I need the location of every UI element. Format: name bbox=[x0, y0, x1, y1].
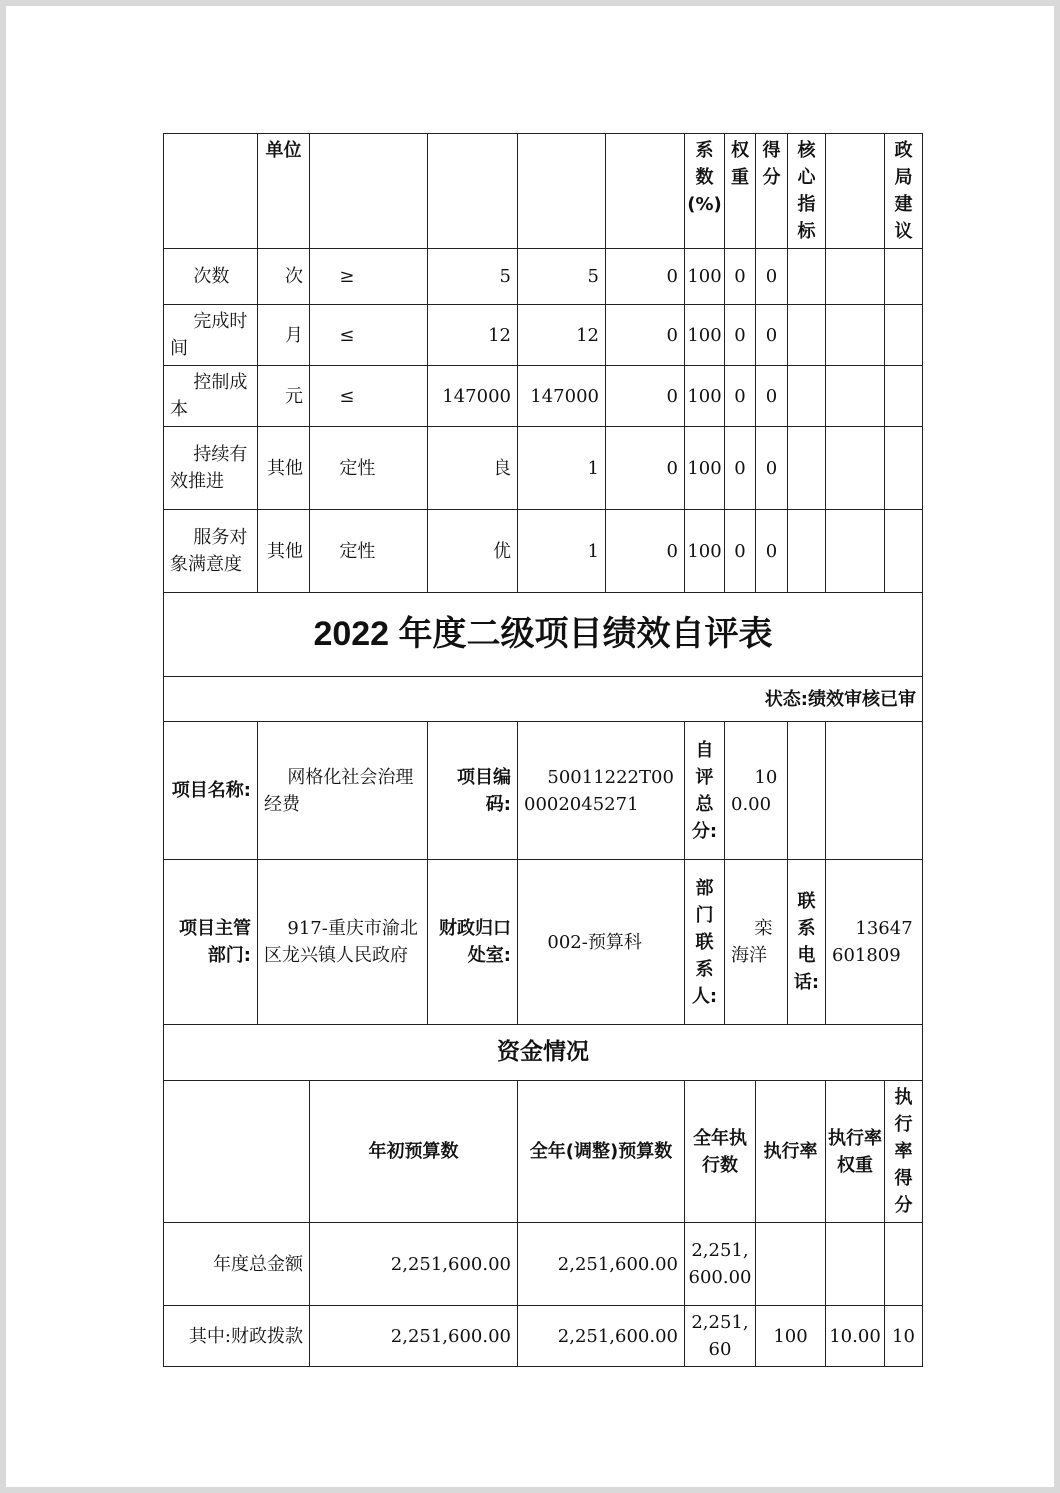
indicator-actual: 5 bbox=[518, 249, 606, 305]
indicator-coef: 100 bbox=[685, 305, 725, 366]
funds-header-row bbox=[164, 1081, 923, 1223]
funds-executed: 2,251,60 bbox=[685, 1306, 756, 1367]
funds-rate-weight: 10.00 bbox=[826, 1306, 885, 1367]
indicator-target: 优 bbox=[428, 510, 518, 593]
indicator-score: 0 bbox=[756, 249, 788, 305]
header-weight: 权重 bbox=[725, 134, 756, 249]
funds-row bbox=[164, 1306, 923, 1367]
funds-header-rate: 执行率 bbox=[756, 1081, 826, 1223]
funds-rate-score: 10 bbox=[885, 1306, 923, 1367]
project-row-2 bbox=[164, 860, 923, 1025]
project-name-label: 项目名称: bbox=[164, 722, 258, 860]
indicator-name: 完成时间 bbox=[164, 305, 258, 366]
funds-header-rate-score: 执行率得分 bbox=[885, 1081, 923, 1223]
funds-executed: 2,251,600.00 bbox=[685, 1223, 756, 1306]
funds-rate-weight bbox=[826, 1223, 885, 1306]
contact-label: 部门联系人: bbox=[685, 860, 725, 1025]
indicator-name: 控制成本 bbox=[164, 366, 258, 427]
indicator-unit: 其他 bbox=[258, 510, 310, 593]
indicator-deviation: 0 bbox=[606, 366, 685, 427]
funds-header-executed: 全年执行数 bbox=[685, 1081, 756, 1223]
indicator-actual: 147000 bbox=[518, 366, 606, 427]
finance: 002-预算科 bbox=[518, 860, 685, 1025]
header-blank bbox=[164, 134, 258, 249]
funds-header-initial: 年初预算数 bbox=[310, 1081, 518, 1223]
header-coef: 系数(%) bbox=[685, 134, 725, 249]
funds-initial: 2,251,600.00 bbox=[310, 1223, 518, 1306]
project-code: 50011222T000002045271 bbox=[518, 722, 685, 860]
indicator-target: 良 bbox=[428, 427, 518, 510]
indicator-actual: 1 bbox=[518, 510, 606, 593]
indicator-op: ≥ bbox=[310, 249, 428, 305]
indicator-row bbox=[164, 249, 923, 305]
indicator-deviation: 0 bbox=[606, 427, 685, 510]
funds-row bbox=[164, 1223, 923, 1306]
indicator-score: 0 bbox=[756, 427, 788, 510]
indicator-actual: 12 bbox=[518, 305, 606, 366]
project-code-label: 项目编码: bbox=[428, 722, 518, 860]
finance-label: 财政归口处室: bbox=[428, 860, 518, 1025]
indicator-deviation: 0 bbox=[606, 305, 685, 366]
funds-rate-score bbox=[885, 1223, 923, 1306]
funds-adjusted: 2,251,600.00 bbox=[518, 1223, 685, 1306]
contact: 栾海洋 bbox=[725, 860, 788, 1025]
dept: 917-重庆市渝北区龙兴镇人民政府 bbox=[258, 860, 428, 1025]
project-row-1 bbox=[164, 722, 923, 860]
phone: 13647601809 bbox=[826, 860, 923, 1025]
indicator-unit: 月 bbox=[258, 305, 310, 366]
indicator-unit: 其他 bbox=[258, 427, 310, 510]
indicator-weight: 0 bbox=[725, 366, 756, 427]
funds-section-title: 资金情况 bbox=[164, 1025, 923, 1081]
indicator-actual: 1 bbox=[518, 427, 606, 510]
indicator-score: 0 bbox=[756, 510, 788, 593]
funds-initial: 2,251,600.00 bbox=[310, 1306, 518, 1367]
indicator-target: 12 bbox=[428, 305, 518, 366]
indicator-op: ≤ bbox=[310, 305, 428, 366]
total-score-label: 自评总分: bbox=[685, 722, 725, 860]
indicator-deviation: 0 bbox=[606, 249, 685, 305]
indicator-score: 0 bbox=[756, 366, 788, 427]
indicator-op: 定性 bbox=[310, 510, 428, 593]
indicator-op: 定性 bbox=[310, 427, 428, 510]
indicator-weight: 0 bbox=[725, 510, 756, 593]
indicator-target: 147000 bbox=[428, 366, 518, 427]
indicator-deviation: 0 bbox=[606, 510, 685, 593]
header-score: 得分 bbox=[756, 134, 788, 249]
form-title: 2022 年度二级项目绩效自评表 bbox=[164, 593, 923, 677]
funds-adjusted: 2,251,600.00 bbox=[518, 1306, 685, 1367]
header-core: 核心指标 bbox=[788, 134, 826, 249]
indicator-name: 次数 bbox=[164, 249, 258, 305]
indicator-coef: 100 bbox=[685, 366, 725, 427]
funds-row-label: 年度总金额 bbox=[164, 1223, 310, 1306]
indicator-row bbox=[164, 510, 923, 593]
performance-table bbox=[163, 133, 923, 1367]
indicator-name: 持续有效推进 bbox=[164, 427, 258, 510]
indicator-coef: 100 bbox=[685, 510, 725, 593]
funds-rate: 100 bbox=[756, 1306, 826, 1367]
indicator-target: 5 bbox=[428, 249, 518, 305]
phone-label: 联系电话: bbox=[788, 860, 826, 1025]
status-text: 状态:绩效审核已审 bbox=[164, 677, 923, 722]
indicator-score: 0 bbox=[756, 305, 788, 366]
indicator-coef: 100 bbox=[685, 427, 725, 510]
indicator-row bbox=[164, 427, 923, 510]
funds-row-label: 其中:财政拨款 bbox=[164, 1306, 310, 1367]
funds-rate bbox=[756, 1223, 826, 1306]
indicator-unit: 次 bbox=[258, 249, 310, 305]
indicator-header-row bbox=[164, 134, 923, 249]
document-page bbox=[6, 6, 1054, 1487]
dept-label: 项目主管部门: bbox=[164, 860, 258, 1025]
indicator-op: ≤ bbox=[310, 366, 428, 427]
total-score: 100.00 bbox=[725, 722, 788, 860]
header-unit: 单位 bbox=[258, 134, 310, 249]
funds-header-adjusted: 全年(调整)预算数 bbox=[518, 1081, 685, 1223]
indicator-coef: 100 bbox=[685, 249, 725, 305]
indicator-weight: 0 bbox=[725, 305, 756, 366]
indicator-weight: 0 bbox=[725, 427, 756, 510]
indicator-row bbox=[164, 305, 923, 366]
header-advice: 政局建议 bbox=[885, 134, 923, 249]
funds-header-rate-weight: 执行率权重 bbox=[826, 1081, 885, 1223]
indicator-name: 服务对象满意度 bbox=[164, 510, 258, 593]
project-name: 网格化社会治理经费 bbox=[258, 722, 428, 860]
indicator-unit: 元 bbox=[258, 366, 310, 427]
indicator-weight: 0 bbox=[725, 249, 756, 305]
indicator-row bbox=[164, 366, 923, 427]
